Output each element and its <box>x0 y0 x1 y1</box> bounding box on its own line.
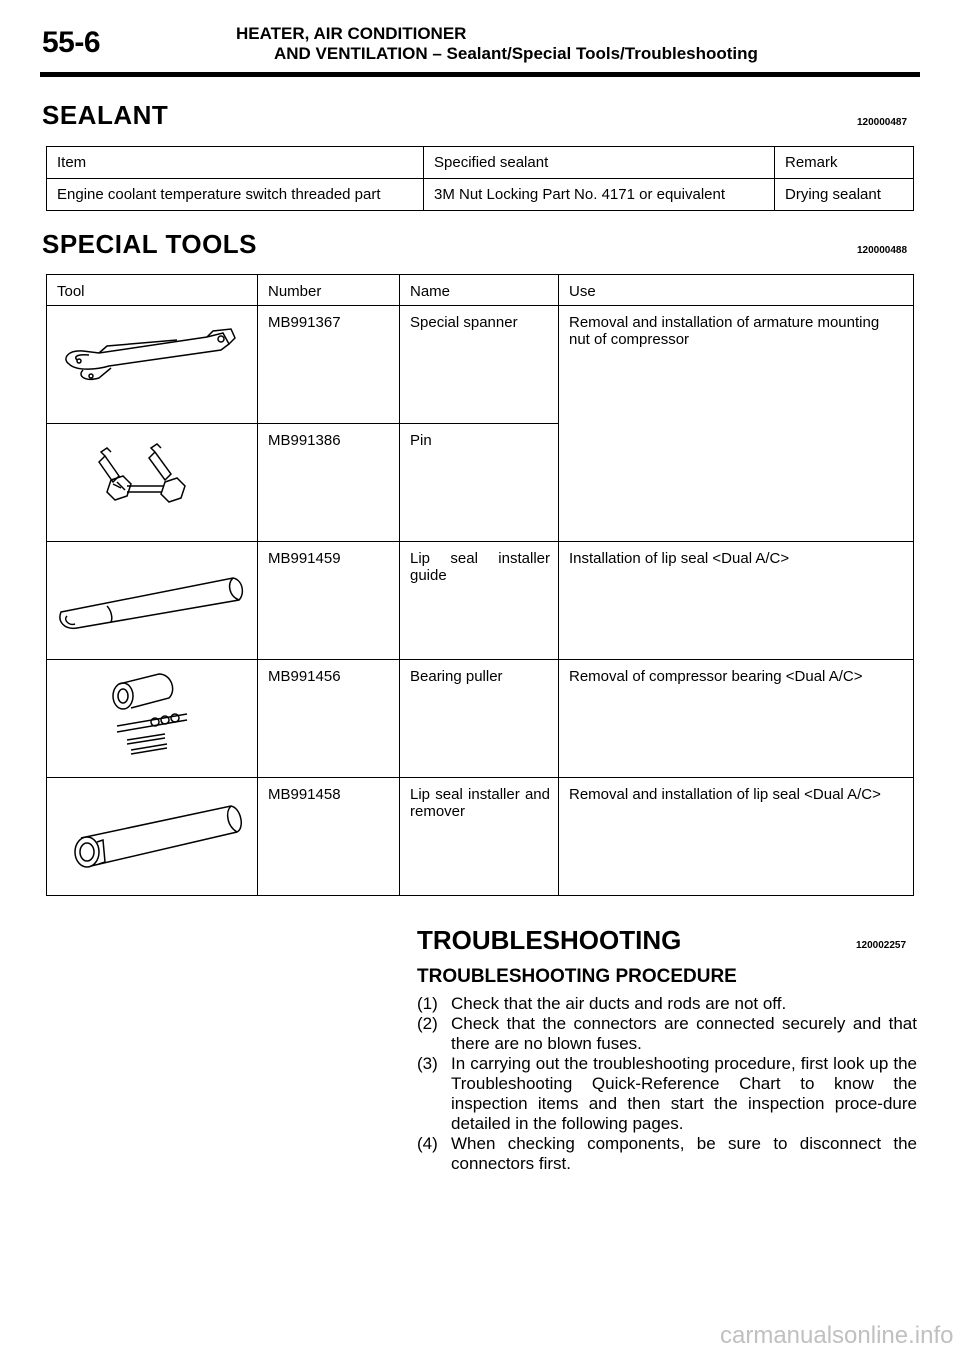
tool-use-cell: Installation of lip seal <Dual A/C> <box>559 542 914 660</box>
lip-seal-installer-remover-icon <box>47 778 257 896</box>
step-text: When checking components, be sure to disconnect the connectors first. <box>451 1134 917 1173</box>
tool-number-cell: MB991456 <box>258 660 400 778</box>
special-tools-code: 120000488 <box>857 245 908 256</box>
tool-picture-cell <box>47 424 258 542</box>
troubleshooting-heading: TROUBLESHOOTING <box>417 925 682 955</box>
step-number: (2) <box>417 1014 438 1033</box>
tool-number-cell: MB991367 <box>258 306 400 424</box>
sealant-table <box>46 146 914 211</box>
sealant-specified-cell: 3M Nut Locking Part No. 4171 or equivalent <box>424 179 775 211</box>
table-row <box>47 179 914 211</box>
step-text: Check that the air ducts and rods are not off. <box>451 994 787 1013</box>
sealant-header-item: Item <box>47 147 424 179</box>
tool-use-cell: Removal and installation of lip seal <Dual A/C> <box>559 778 914 896</box>
table-row <box>47 660 914 778</box>
sealant-heading: SEALANT <box>42 100 169 130</box>
header-rule <box>40 72 920 77</box>
step-text: Check that the connectors are connected securely and that there are no blown fuses. <box>451 1014 917 1053</box>
tool-picture-cell <box>47 542 258 660</box>
sealant-code: 120000487 <box>857 117 908 128</box>
tool-number-cell: MB991386 <box>258 424 400 542</box>
lip-seal-installer-guide-icon <box>47 542 257 660</box>
tool-name-cell <box>400 778 559 896</box>
table-row <box>47 542 914 660</box>
pin-icon <box>47 424 257 542</box>
header-title-line2: AND VENTILATION – Sealant/Special Tools/Troubleshooting <box>274 44 758 63</box>
watermark: carmanualsonline.info <box>720 1322 954 1349</box>
tools-header-number: Number <box>258 275 400 306</box>
tool-name-cell: Special spanner <box>400 306 559 424</box>
page-number: 55-6 <box>42 26 101 59</box>
list-item <box>417 1134 917 1174</box>
tool-name-text: Lip seal installer guide <box>410 550 550 584</box>
tool-picture-cell <box>47 306 258 424</box>
sealant-item-cell: Engine coolant temperature switch threaded part <box>47 179 424 211</box>
tools-header-name: Name <box>400 275 559 306</box>
bearing-puller-icon <box>47 660 257 778</box>
tool-name-cell: Bearing puller <box>400 660 559 778</box>
tool-name-text: Lip seal installer and remover <box>410 786 550 820</box>
tool-use-cell: Removal of compressor bearing <Dual A/C> <box>559 660 914 778</box>
tool-picture-cell <box>47 778 258 896</box>
table-header-row <box>47 275 914 306</box>
list-item <box>417 1014 917 1054</box>
sealant-remark-cell: Drying sealant <box>775 179 914 211</box>
list-item <box>417 994 917 1014</box>
step-number: (4) <box>417 1134 438 1153</box>
tools-header-tool: Tool <box>47 275 258 306</box>
table-header-row <box>47 147 914 179</box>
tool-use-cell: Removal and installation of armature mounting nut of compressor <box>559 306 914 542</box>
table-row <box>47 306 914 424</box>
header-title-line1: HEATER, AIR CONDITIONER <box>236 24 467 43</box>
table-row <box>47 778 914 896</box>
special-tools-table <box>46 274 914 896</box>
special-tools-heading: SPECIAL TOOLS <box>42 229 258 259</box>
tool-number-cell: MB991459 <box>258 542 400 660</box>
troubleshooting-steps <box>417 994 917 1174</box>
step-number: (3) <box>417 1054 438 1073</box>
special-spanner-icon <box>47 306 257 424</box>
troubleshooting-procedure-heading: TROUBLESHOOTING PROCEDURE <box>417 966 737 987</box>
tools-header-use: Use <box>559 275 914 306</box>
tool-name-cell: Pin <box>400 424 559 542</box>
troubleshooting-code: 120002257 <box>856 940 907 951</box>
step-text: In carrying out the troubleshooting procedure, first look up the Troubleshooting Quick-Reference Chart to know the inspection items and then start the inspection proce-dure detailed in the following pages. <box>451 1054 917 1133</box>
sealant-header-remark: Remark <box>775 147 914 179</box>
step-number: (1) <box>417 994 438 1013</box>
tool-name-cell <box>400 542 559 660</box>
tool-number-cell: MB991458 <box>258 778 400 896</box>
tool-picture-cell <box>47 660 258 778</box>
sealant-header-specified: Specified sealant <box>424 147 775 179</box>
list-item <box>417 1054 917 1134</box>
